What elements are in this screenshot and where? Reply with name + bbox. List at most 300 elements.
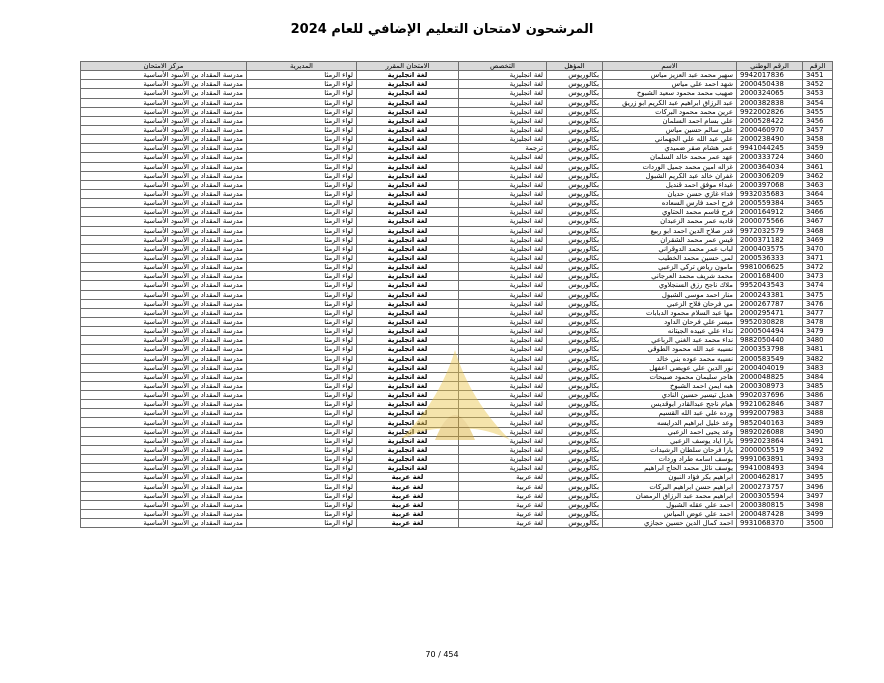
cell-center: مدرسة المقداد بن الأسود الأساسية	[81, 436, 247, 445]
cell-specialization: لغة انجليزية	[459, 317, 547, 326]
cell-specialization: لغة انجليزية	[459, 107, 547, 116]
cell-national-id: 2000528422	[737, 116, 803, 125]
cell-center: مدرسة المقداد بن الأسود الأساسية	[81, 509, 247, 518]
cell-name: علي بسام احمد السلمان	[603, 116, 737, 125]
cell-exam: لغة انجليزية	[357, 244, 459, 253]
cell-qualification: بكالوريوس	[547, 317, 603, 326]
cell-exam: لغة انجليزية	[357, 135, 459, 144]
cell-exam: لغة انجليزية	[357, 372, 459, 381]
table-row	[81, 253, 833, 262]
cell-national-id: 9941008493	[737, 464, 803, 473]
table-row	[81, 171, 833, 180]
cell-seq: 3458	[803, 135, 833, 144]
cell-qualification: بكالوريوس	[547, 189, 603, 198]
cell-name: لمي حسين محمد الخطيب	[603, 253, 737, 262]
cell-directorate: لواء الرمثا	[247, 464, 357, 473]
cell-specialization: لغة انجليزية	[459, 80, 547, 89]
cell-exam: لغة انجليزية	[357, 354, 459, 363]
table-row	[81, 290, 833, 299]
cell-qualification: بكالوريوس	[547, 473, 603, 482]
cell-qualification: بكالوريوس	[547, 144, 603, 153]
cell-seq: 3467	[803, 217, 833, 226]
cell-qualification: بكالوريوس	[547, 199, 603, 208]
cell-qualification: بكالوريوس	[547, 244, 603, 253]
cell-national-id: 2000462817	[737, 473, 803, 482]
cell-center: مدرسة المقداد بن الأسود الأساسية	[81, 135, 247, 144]
cell-national-id: 9921062846	[737, 400, 803, 409]
cell-seq: 3480	[803, 336, 833, 345]
cell-qualification: بكالوريوس	[547, 125, 603, 134]
cell-national-id: 2000380815	[737, 500, 803, 509]
table-row	[81, 436, 833, 445]
cell-qualification: بكالوريوس	[547, 153, 603, 162]
cell-seq: 3464	[803, 189, 833, 198]
cell-exam: لغة عربية	[357, 500, 459, 509]
cell-national-id: 2000536333	[737, 253, 803, 262]
cell-directorate: لواء الرمثا	[247, 253, 357, 262]
cell-national-id: 2000048825	[737, 372, 803, 381]
cell-seq: 3475	[803, 290, 833, 299]
cell-name: سهير محمد عبد العزيز مياس	[603, 71, 737, 80]
cell-name: احمد كمال الدين حسين حجازي	[603, 519, 737, 528]
cell-specialization: لغة انجليزية	[459, 345, 547, 354]
cell-seq: 3487	[803, 400, 833, 409]
cell-exam: لغة عربية	[357, 519, 459, 528]
cell-exam: لغة عربية	[357, 473, 459, 482]
cell-center: مدرسة المقداد بن الأسود الأساسية	[81, 189, 247, 198]
cell-name: منار احمد موسى الشبول	[603, 290, 737, 299]
cell-exam: لغة انجليزية	[357, 116, 459, 125]
table-row	[81, 299, 833, 308]
cell-directorate: لواء الرمثا	[247, 171, 357, 180]
cell-directorate: لواء الرمثا	[247, 436, 357, 445]
table-row	[81, 263, 833, 272]
cell-specialization: لغة انجليزية	[459, 381, 547, 390]
cell-name: يارا اياد يوسف الزعبي	[603, 436, 737, 445]
cell-directorate: لواء الرمثا	[247, 217, 357, 226]
cell-seq: 3470	[803, 244, 833, 253]
cell-directorate: لواء الرمثا	[247, 299, 357, 308]
cell-national-id: 2000504494	[737, 327, 803, 336]
table-row	[81, 107, 833, 116]
cell-exam: لغة انجليزية	[357, 308, 459, 317]
cell-specialization: لغة عربية	[459, 509, 547, 518]
cell-national-id: 9902037696	[737, 391, 803, 400]
cell-national-id: 9892026088	[737, 427, 803, 436]
cell-qualification: بكالوريوس	[547, 162, 603, 171]
cell-qualification: بكالوريوس	[547, 327, 603, 336]
cell-national-id: 9992023864	[737, 436, 803, 445]
cell-center: مدرسة المقداد بن الأسود الأساسية	[81, 253, 247, 262]
cell-qualification: بكالوريوس	[547, 272, 603, 281]
cell-exam: لغة انجليزية	[357, 391, 459, 400]
cell-directorate: لواء الرمثا	[247, 519, 357, 528]
cell-national-id: 9991063891	[737, 455, 803, 464]
cell-center: مدرسة المقداد بن الأسود الأساسية	[81, 519, 247, 528]
cell-national-id: 9972032579	[737, 226, 803, 235]
cell-name: فداء غازي حسن حديان	[603, 189, 737, 198]
cell-exam: لغة انجليزية	[357, 180, 459, 189]
cell-name: نور الدين علي عويضي اعفهل	[603, 363, 737, 372]
cell-national-id: 2000075566	[737, 217, 803, 226]
cell-qualification: بكالوريوس	[547, 253, 603, 262]
cell-center: مدرسة المقداد بن الأسود الأساسية	[81, 482, 247, 491]
cell-specialization: لغة انجليزية	[459, 199, 547, 208]
cell-name: احمد علي عقله الشبول	[603, 500, 737, 509]
cell-name: مامون رياض تركي الزعبي	[603, 263, 737, 272]
cell-name: محمد شريف محمد العرجاني	[603, 272, 737, 281]
table-row	[81, 519, 833, 528]
cell-exam: لغة انجليزية	[357, 299, 459, 308]
cell-specialization: لغة عربية	[459, 500, 547, 509]
cell-center: مدرسة المقداد بن الأسود الأساسية	[81, 107, 247, 116]
cell-national-id: 9941044245	[737, 144, 803, 153]
table-row	[81, 208, 833, 217]
cell-specialization: لغة انجليزية	[459, 363, 547, 372]
cell-directorate: لواء الرمثا	[247, 427, 357, 436]
cell-directorate: لواء الرمثا	[247, 482, 357, 491]
cell-qualification: بكالوريوس	[547, 116, 603, 125]
cell-exam: لغة انجليزية	[357, 153, 459, 162]
cell-national-id: 2000487428	[737, 509, 803, 518]
cell-name: مها عبد السلام محمود الدبابات	[603, 308, 737, 317]
page-number: 70 / 454	[425, 650, 459, 659]
cell-qualification: بكالوريوس	[547, 391, 603, 400]
table-row	[81, 217, 833, 226]
cell-national-id: 2000295471	[737, 308, 803, 317]
cell-center: مدرسة المقداد بن الأسود الأساسية	[81, 473, 247, 482]
cell-national-id: 9931068370	[737, 519, 803, 528]
cell-exam: لغة انجليزية	[357, 455, 459, 464]
cell-specialization: لغة عربية	[459, 491, 547, 500]
cell-specialization: لغة انجليزية	[459, 445, 547, 454]
cell-exam: لغة انجليزية	[357, 235, 459, 244]
cell-qualification: بكالوريوس	[547, 217, 603, 226]
cell-seq: 3461	[803, 162, 833, 171]
table-row	[81, 372, 833, 381]
cell-name: لباب عمر محمد الدوقراني	[603, 244, 737, 253]
cell-center: مدرسة المقداد بن الأسود الأساسية	[81, 162, 247, 171]
header-center: مركز الامتحان	[81, 62, 247, 71]
cell-specialization: لغة انجليزية	[459, 336, 547, 345]
cell-specialization: لغة انجليزية	[459, 299, 547, 308]
table-row	[81, 98, 833, 107]
table-header-row	[81, 62, 833, 71]
cell-directorate: لواء الرمثا	[247, 135, 357, 144]
cell-specialization: لغة انجليزية	[459, 253, 547, 262]
cell-directorate: لواء الرمثا	[247, 381, 357, 390]
cell-center: مدرسة المقداد بن الأسود الأساسية	[81, 89, 247, 98]
cell-seq: 3476	[803, 299, 833, 308]
cell-national-id: 2000403575	[737, 244, 803, 253]
cell-center: مدرسة المقداد بن الأسود الأساسية	[81, 455, 247, 464]
table-row	[81, 445, 833, 454]
cell-directorate: لواء الرمثا	[247, 317, 357, 326]
cell-directorate: لواء الرمثا	[247, 125, 357, 134]
cell-name: صهيب محمد محمود سعيد الشبوخ	[603, 89, 737, 98]
table-row	[81, 71, 833, 80]
cell-seq: 3481	[803, 345, 833, 354]
cell-seq: 3455	[803, 107, 833, 116]
cell-qualification: بكالوريوس	[547, 372, 603, 381]
cell-exam: لغة انجليزية	[357, 363, 459, 372]
cell-national-id: 2000333724	[737, 153, 803, 162]
cell-seq: 3479	[803, 327, 833, 336]
cell-specialization: ترجمة	[459, 144, 547, 153]
cell-name: علي عبد الله علي الجهماني	[603, 135, 737, 144]
cell-seq: 3477	[803, 308, 833, 317]
cell-exam: لغة انجليزية	[357, 217, 459, 226]
table-row	[81, 153, 833, 162]
cell-national-id: 2000450438	[737, 80, 803, 89]
cell-qualification: بكالوريوس	[547, 445, 603, 454]
cell-center: مدرسة المقداد بن الأسود الأساسية	[81, 199, 247, 208]
cell-center: مدرسة المقداد بن الأسود الأساسية	[81, 381, 247, 390]
cell-name: غفران خالد عبد الكريم الشبول	[603, 171, 737, 180]
table-row	[81, 226, 833, 235]
cell-directorate: لواء الرمثا	[247, 180, 357, 189]
cell-exam: لغة انجليزية	[357, 464, 459, 473]
cell-national-id: 2000460970	[737, 125, 803, 134]
cell-name: وعد خليل ابراهيم الدرايسه	[603, 418, 737, 427]
cell-exam: لغة انجليزية	[357, 208, 459, 217]
cell-exam: لغة انجليزية	[357, 317, 459, 326]
cell-specialization: لغة انجليزية	[459, 125, 547, 134]
cell-seq: 3473	[803, 272, 833, 281]
cell-directorate: لواء الرمثا	[247, 418, 357, 427]
cell-directorate: لواء الرمثا	[247, 162, 357, 171]
cell-qualification: بكالوريوس	[547, 354, 603, 363]
cell-name: غيداء موفق احمد قنديل	[603, 180, 737, 189]
cell-center: مدرسة المقداد بن الأسود الأساسية	[81, 391, 247, 400]
table-row	[81, 317, 833, 326]
cell-exam: لغة انجليزية	[357, 80, 459, 89]
cell-specialization: لغة عربية	[459, 473, 547, 482]
cell-exam: لغة انجليزية	[357, 327, 459, 336]
cell-national-id: 2000364034	[737, 162, 803, 171]
cell-seq: 3472	[803, 263, 833, 272]
cell-seq: 3494	[803, 464, 833, 473]
cell-seq: 3468	[803, 226, 833, 235]
cell-specialization: لغة انجليزية	[459, 427, 547, 436]
cell-specialization: لغة انجليزية	[459, 71, 547, 80]
cell-seq: 3499	[803, 509, 833, 518]
table-row	[81, 327, 833, 336]
cell-center: مدرسة المقداد بن الأسود الأساسية	[81, 363, 247, 372]
header-directorate: المديرية	[247, 62, 357, 71]
cell-specialization: لغة انجليزية	[459, 162, 547, 171]
cell-center: مدرسة المقداد بن الأسود الأساسية	[81, 445, 247, 454]
cell-specialization: لغة انجليزية	[459, 263, 547, 272]
cell-directorate: لواء الرمثا	[247, 189, 357, 198]
cell-exam: لغة انجليزية	[357, 272, 459, 281]
cell-specialization: لغة انجليزية	[459, 391, 547, 400]
cell-seq: 3484	[803, 372, 833, 381]
cell-center: مدرسة المقداد بن الأسود الأساسية	[81, 153, 247, 162]
cell-qualification: بكالوريوس	[547, 500, 603, 509]
cell-center: مدرسة المقداد بن الأسود الأساسية	[81, 427, 247, 436]
cell-specialization: لغة انجليزية	[459, 409, 547, 418]
cell-name: نسيبه محمد عوده بني خالد	[603, 354, 737, 363]
cell-center: مدرسة المقداد بن الأسود الأساسية	[81, 116, 247, 125]
cell-qualification: بكالوريوس	[547, 381, 603, 390]
cell-qualification: بكالوريوس	[547, 363, 603, 372]
cell-name: يارا فرحان سلطان الرشيدات	[603, 445, 737, 454]
cell-name: علي سالم حسين مياس	[603, 125, 737, 134]
cell-qualification: بكالوريوس	[547, 336, 603, 345]
cell-qualification: بكالوريوس	[547, 208, 603, 217]
table-row	[81, 345, 833, 354]
cell-qualification: بكالوريوس	[547, 400, 603, 409]
cell-national-id: 2000168400	[737, 272, 803, 281]
cell-seq: 3489	[803, 418, 833, 427]
cell-qualification: بكالوريوس	[547, 299, 603, 308]
cell-exam: لغة انجليزية	[357, 144, 459, 153]
cell-qualification: بكالوريوس	[547, 71, 603, 80]
table-body	[81, 71, 833, 528]
cell-center: مدرسة المقداد بن الأسود الأساسية	[81, 125, 247, 134]
cell-directorate: لواء الرمثا	[247, 500, 357, 509]
cell-seq: 3490	[803, 427, 833, 436]
cell-specialization: لغة انجليزية	[459, 464, 547, 473]
cell-directorate: لواء الرمثا	[247, 244, 357, 253]
cell-directorate: لواء الرمثا	[247, 235, 357, 244]
table-row	[81, 391, 833, 400]
cell-specialization: لغة انجليزية	[459, 281, 547, 290]
table-row	[81, 125, 833, 134]
cell-name: ابراهيم حسن ابراهيم البركات	[603, 482, 737, 491]
cell-seq: 3478	[803, 317, 833, 326]
cell-national-id: 2000308973	[737, 381, 803, 390]
cell-exam: لغة انجليزية	[357, 436, 459, 445]
table-row	[81, 482, 833, 491]
cell-specialization: لغة انجليزية	[459, 208, 547, 217]
cell-name: نداء علي عبيده الجيتانه	[603, 327, 737, 336]
cell-national-id: 2000164912	[737, 208, 803, 217]
cell-directorate: لواء الرمثا	[247, 107, 357, 116]
table-row	[81, 189, 833, 198]
cell-directorate: لواء الرمثا	[247, 363, 357, 372]
cell-center: مدرسة المقداد بن الأسود الأساسية	[81, 171, 247, 180]
cell-qualification: بكالوريوس	[547, 455, 603, 464]
cell-seq: 3485	[803, 381, 833, 390]
cell-specialization: لغة عربية	[459, 482, 547, 491]
cell-exam: لغة عربية	[357, 491, 459, 500]
cell-exam: لغة انجليزية	[357, 98, 459, 107]
cell-seq: 3496	[803, 482, 833, 491]
cell-directorate: لواء الرمثا	[247, 308, 357, 317]
cell-qualification: بكالوريوس	[547, 89, 603, 98]
cell-center: مدرسة المقداد بن الأسود الأساسية	[81, 244, 247, 253]
cell-exam: لغة انجليزية	[357, 409, 459, 418]
cell-national-id: 9932035683	[737, 189, 803, 198]
cell-name: احمد علي عوض المياس	[603, 509, 737, 518]
table-row	[81, 363, 833, 372]
header-seq: الرقم	[803, 62, 833, 71]
cell-national-id: 2000382838	[737, 98, 803, 107]
table-row	[81, 116, 833, 125]
cell-seq: 3500	[803, 519, 833, 528]
cell-center: مدرسة المقداد بن الأسود الأساسية	[81, 235, 247, 244]
cell-directorate: لواء الرمثا	[247, 345, 357, 354]
cell-exam: لغة انجليزية	[357, 418, 459, 427]
cell-specialization: لغة انجليزية	[459, 308, 547, 317]
cell-seq: 3453	[803, 89, 833, 98]
cell-seq: 3495	[803, 473, 833, 482]
table-row	[81, 336, 833, 345]
table-row	[81, 80, 833, 89]
cell-seq: 3492	[803, 445, 833, 454]
cell-qualification: بكالوريوس	[547, 263, 603, 272]
cell-exam: لغة انجليزية	[357, 71, 459, 80]
cell-center: مدرسة المقداد بن الأسود الأساسية	[81, 263, 247, 272]
cell-directorate: لواء الرمثا	[247, 491, 357, 500]
cell-seq: 3456	[803, 116, 833, 125]
cell-directorate: لواء الرمثا	[247, 116, 357, 125]
cell-national-id: 2000324065	[737, 89, 803, 98]
cell-specialization: لغة انجليزية	[459, 98, 547, 107]
cell-qualification: بكالوريوس	[547, 491, 603, 500]
cell-national-id: 2000005519	[737, 445, 803, 454]
cell-center: مدرسة المقداد بن الأسود الأساسية	[81, 327, 247, 336]
cell-directorate: لواء الرمثا	[247, 336, 357, 345]
cell-qualification: بكالوريوس	[547, 235, 603, 244]
cell-seq: 3488	[803, 409, 833, 418]
cell-directorate: لواء الرمثا	[247, 226, 357, 235]
cell-directorate: لواء الرمثا	[247, 327, 357, 336]
cell-specialization: لغة انجليزية	[459, 180, 547, 189]
cell-seq: 3459	[803, 144, 833, 153]
cell-exam: لغة انجليزية	[357, 125, 459, 134]
table-row	[81, 144, 833, 153]
table-row	[81, 281, 833, 290]
cell-center: مدرسة المقداد بن الأسود الأساسية	[81, 308, 247, 317]
cell-directorate: لواء الرمثا	[247, 80, 357, 89]
cell-qualification: بكالوريوس	[547, 345, 603, 354]
cell-directorate: لواء الرمثا	[247, 372, 357, 381]
table-row	[81, 235, 833, 244]
table-row	[81, 272, 833, 281]
cell-directorate: لواء الرمثا	[247, 445, 357, 454]
cell-exam: لغة انجليزية	[357, 290, 459, 299]
cell-seq: 3486	[803, 391, 833, 400]
cell-name: عهد عمر محمد خالد السلمان	[603, 153, 737, 162]
cell-specialization: لغة انجليزية	[459, 135, 547, 144]
cell-directorate: لواء الرمثا	[247, 89, 357, 98]
table-row	[81, 244, 833, 253]
page-title: المرشحون لامتحان التعليم الإضافي للعام 2024	[290, 22, 594, 37]
cell-qualification: بكالوريوس	[547, 409, 603, 418]
cell-qualification: بكالوريوس	[547, 80, 603, 89]
cell-name: هيام ناجح عبدالقادر ابوقديس	[603, 400, 737, 409]
table-row	[81, 381, 833, 390]
table-row	[81, 162, 833, 171]
cell-center: مدرسة المقداد بن الأسود الأساسية	[81, 144, 247, 153]
table-row	[81, 409, 833, 418]
cell-specialization: لغة انجليزية	[459, 455, 547, 464]
cell-name: غزاله امين محمد جميل الوردات	[603, 162, 737, 171]
cell-center: مدرسة المقداد بن الأسود الأساسية	[81, 208, 247, 217]
table-row	[81, 491, 833, 500]
cell-directorate: لواء الرمثا	[247, 272, 357, 281]
candidates-table	[80, 61, 833, 528]
cell-national-id: 2000397068	[737, 180, 803, 189]
cell-national-id: 2000306209	[737, 171, 803, 180]
cell-seq: 3463	[803, 180, 833, 189]
cell-seq: 3466	[803, 208, 833, 217]
cell-national-id: 9981006625	[737, 263, 803, 272]
cell-exam: لغة انجليزية	[357, 189, 459, 198]
